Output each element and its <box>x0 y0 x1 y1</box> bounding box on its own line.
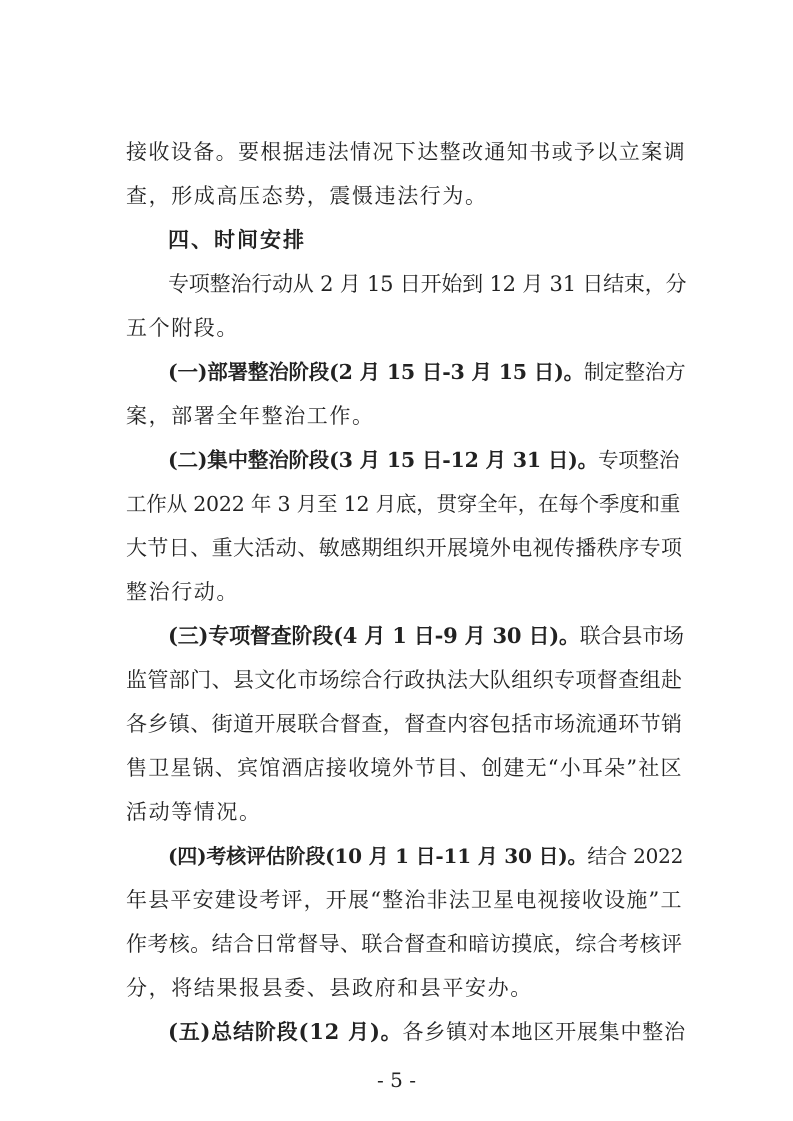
body-line: 大节日、重大活动、敏感期组织开展境外电视传播秩序专项 <box>126 536 683 560</box>
stage-text: 结合 2022 <box>587 844 684 868</box>
stage-title: (四)考核评估阶段(10 月 1 日-11 月 30 日)。 <box>168 844 588 868</box>
body-line: 整治行动。 <box>126 580 239 604</box>
stage-line <box>168 445 686 475</box>
body-line: 查，形成高压态势，震慑违法行为。 <box>126 184 488 208</box>
stage-line <box>168 357 686 387</box>
body-line: 工作从 2022 年 3 月至 12 月底，贯穿全年，在每个季度和重 <box>126 492 681 516</box>
stage-line <box>168 1017 686 1047</box>
body-line: 活动等情况。 <box>126 800 262 824</box>
stage-text: 联合县市场 <box>579 624 684 648</box>
stage-text: 制定整治方 <box>583 360 686 384</box>
stage-title: (五)总结阶段(12 月)。 <box>168 1019 403 1044</box>
body-line: 专项整治行动从 2 月 15 日开始到 12 月 31 日结束，分 <box>168 272 687 296</box>
stage-title: (三)专项督查阶段(4 月 1 日-9 月 30 日)。 <box>168 623 580 648</box>
body-line: 五个附段。 <box>126 316 239 340</box>
body-line: 分，将结果报县委、县政府和县平安办。 <box>126 976 533 1000</box>
stage-text: 各乡镇对本地区开展集中整治 <box>402 1020 686 1044</box>
body-line: 各乡镇、街道开展联合督查，督查内容包括市场流通环节销 <box>126 712 683 736</box>
body-line: 案，部署全年整治工作。 <box>126 404 375 428</box>
page-number: - 5 - <box>377 1068 416 1092</box>
stage-title: (一)部署整治阶段(2 月 15 日-3 月 15 日)。 <box>168 360 584 384</box>
stage-text: 专项整治 <box>597 448 680 472</box>
stage-line <box>168 841 686 871</box>
body-line: 售卫星锅、宾馆酒店接收境外节目、创建无“小耳朵”社区 <box>126 756 683 780</box>
stage-title: (二)集中整治阶段(3 月 15 日-12 月 31 日)。 <box>168 448 598 472</box>
stage-line <box>168 621 686 651</box>
body-line: 年县平安建设考评，开展“整治非法卫星电视接收设施”工 <box>126 888 683 912</box>
body-line: 接收设备。要根据违法情况下达整改通知书或予以立案调 <box>126 140 686 164</box>
body-line: 作考核。结合日常督导、联合督查和暗访摸底，综合考核评 <box>126 932 683 956</box>
section-heading: 四、时间安排 <box>168 228 306 252</box>
body-line: 监管部门、县文化市场综合行政执法大队组织专项督查组赴 <box>126 668 683 692</box>
